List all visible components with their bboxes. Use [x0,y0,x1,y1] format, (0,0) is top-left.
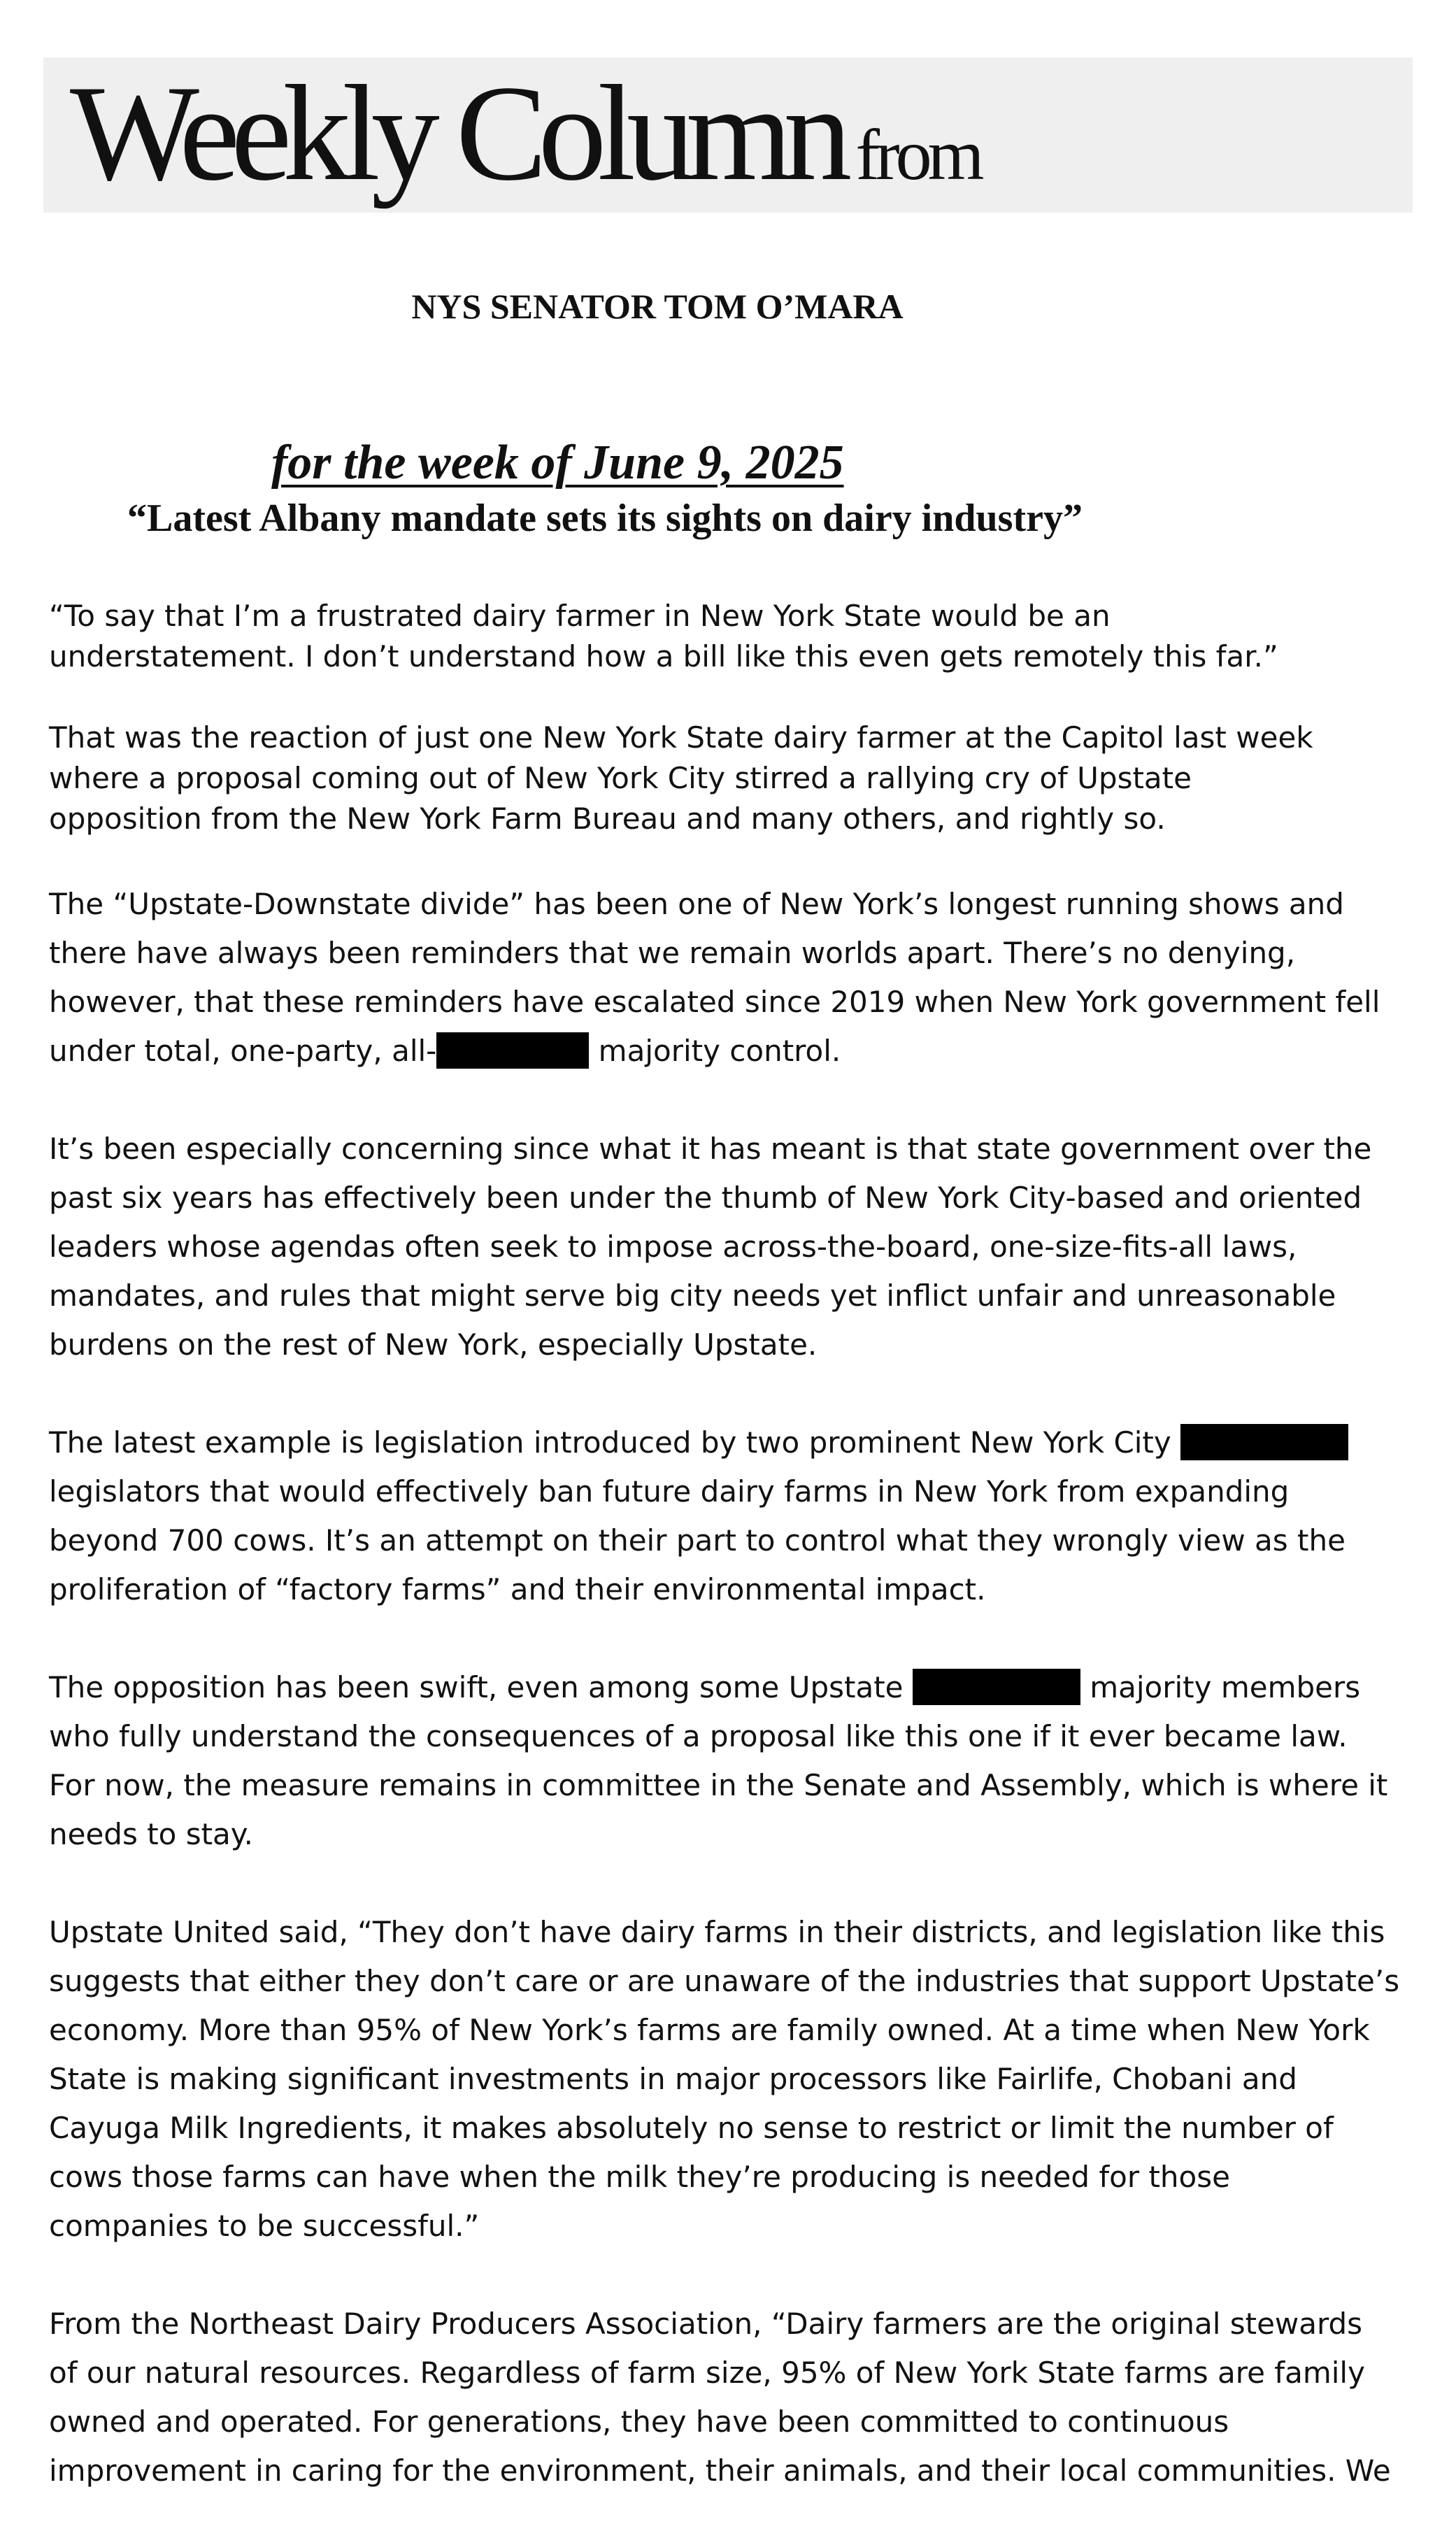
column-body [49,596,1420,2495]
paragraph-line: mandates, and rules that might serve big city needs yet inflict unfair and unreasonable [49,1278,1336,1313]
line-text: The latest example is legislation introduced by two prominent New York City [49,1425,1181,1460]
paragraph-line: Upstate United said, “They don’t have dairy farms in their districts, and legislation like this [49,1915,1385,1949]
masthead-title-text: Weekly Column [70,57,843,209]
redaction-box [913,1669,1080,1705]
paragraph [49,718,1420,839]
paragraph-line: proliferation of “factory farms” and their environmental impact. [49,1572,986,1607]
paragraph-line: companies to be successful.” [49,2209,480,2243]
paragraph-line: where a proposal coming out of New York City stirred a rallying cry of Upstate [49,761,1192,795]
paragraph-line [49,1663,1420,1712]
paragraph-line [49,1027,1420,1076]
line-text: majority control. [589,1034,841,1068]
paragraph [49,1418,1420,1614]
paragraph [49,1125,1420,1369]
paragraph-line: past six years has effectively been under the thumb of New York City-based and oriented [49,1181,1362,1215]
paragraph-line: That was the reaction of just one New York State dairy farmer at the Capitol last week [49,720,1313,755]
paragraph-line: of our natural resources. Regardless of farm size, 95% of New York State farms are family [49,2356,1365,2390]
headline: “Latest Albany mandate sets its sights on dairy industry” [127,497,1083,540]
paragraph-line: who fully understand the consequences of a proposal like this one if it ever became law. [49,1719,1348,1753]
paragraph [49,1663,1420,1859]
paragraph-line: owned and operated. For generations, they have been committed to continuous [49,2405,1229,2439]
redaction-box [1180,1424,1348,1460]
redaction-box [436,1032,589,1069]
paragraph-line: cows those farms can have when the milk they’re producing is needed for those [49,2160,1230,2194]
paragraph-line: legislators that would effectively ban future dairy farms in New York from expanding [49,1474,1290,1509]
paragraph-line: State is making significant investments in major processors like Fairlife, Chobani and [49,2062,1297,2096]
masthead-from: from [855,115,980,195]
paragraph [49,596,1420,677]
paragraph-line: needs to stay. [49,1817,254,1851]
dateline: for the week of June 9, 2025 [271,436,844,490]
masthead-banner [43,57,1413,213]
paragraph-line: burdens on the rest of New York, especially Upstate. [49,1327,818,1362]
paragraph-line: The “Upstate-Downstate divide” has been one of New York’s longest running shows and [49,887,1344,921]
paragraph-line: opposition from the New York Farm Bureau and many others, and rightly so. [49,802,1166,836]
paragraph-line: For now, the measure remains in committee in the Senate and Assembly, which is where it [49,1768,1388,1802]
paragraph-line: Cayuga Milk Ingredients, it makes absolutely no sense to restrict or limit the number of [49,2111,1334,2145]
author-name: NYS SENATOR TOM O’MARA [411,287,904,326]
masthead-title [70,57,980,229]
paragraph-line: suggests that either they don’t care or are unaware of the industries that support Upstate’s [49,1964,1400,1998]
paragraph-line: leaders whose agendas often seek to impose across-the-board, one-size-fits-all laws, [49,1230,1297,1264]
paragraph-line: economy. More than 95% of New York’s farms are family owned. At a time when New York [49,2013,1370,2047]
paragraph-line: beyond 700 cows. It’s an attempt on their part to control what they wrongly view as the [49,1523,1346,1558]
paragraph-line: there have always been reminders that we remain worlds apart. There’s no denying, [49,936,1296,970]
paragraph-line: “To say that I’m a frustrated dairy farmer in New York State would be an [49,599,1111,633]
line-text: The opposition has been swift, even among some Upstate [49,1670,913,1704]
paragraph-line: It’s been especially concerning since what it has meant is that state government over the [49,1132,1372,1166]
paragraph [49,2300,1420,2495]
paragraph [49,1908,1420,2251]
paragraph-line: understatement. I don’t understand how a bill like this even gets remotely this far.” [49,639,1278,674]
line-text: majority members [1080,1670,1361,1704]
paragraph-line [49,1418,1420,1467]
paragraph-line: From the Northeast Dairy Producers Association, “Dairy farmers are the original stewards [49,2307,1363,2341]
line-text: under total, one-party, all- [49,1034,437,1068]
paragraph-line: improvement in caring for the environment, their animals, and their local communities. We [49,2453,1391,2488]
paragraph [49,880,1420,1076]
paragraph-line: however, that these reminders have escalated since 2019 when New York government fell [49,985,1380,1019]
